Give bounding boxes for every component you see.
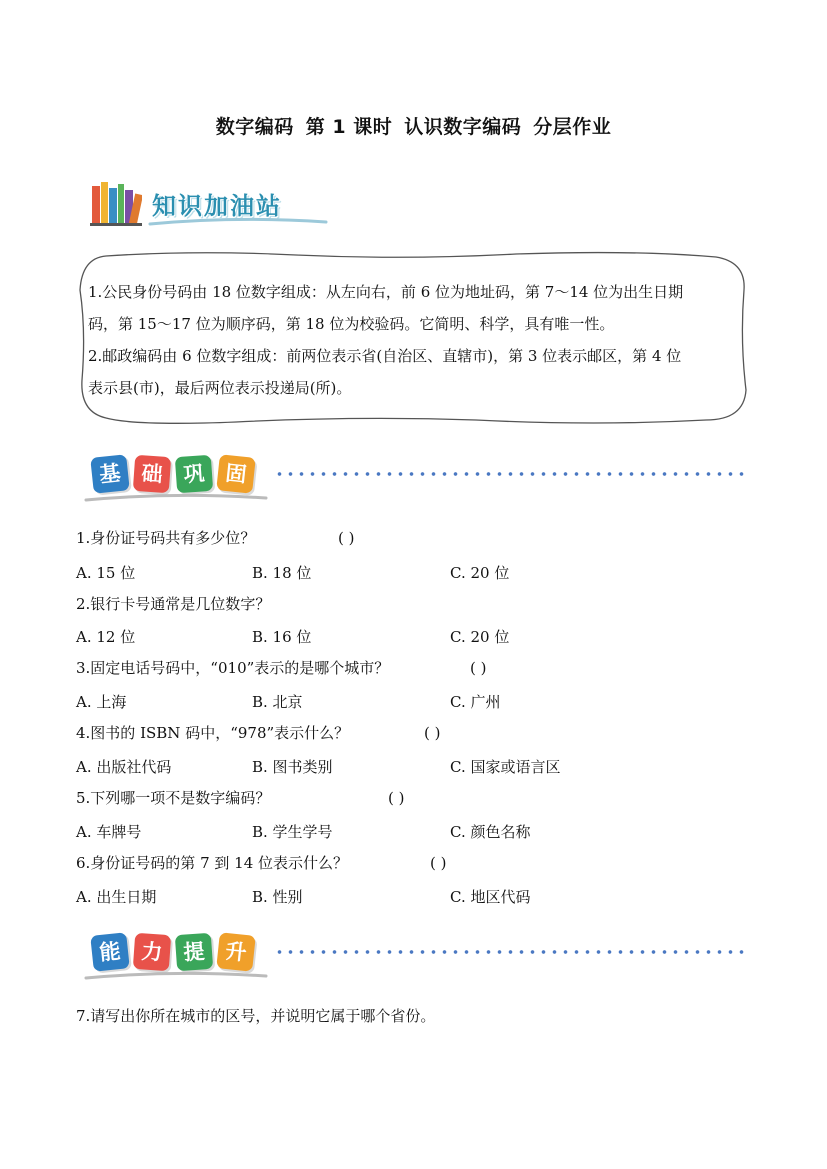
section-tile: 升 bbox=[216, 932, 256, 972]
option-a[interactable]: A. 出版社代码 bbox=[76, 758, 172, 776]
option-b[interactable]: B. 图书类别 bbox=[252, 758, 333, 776]
knowledge-line: 表示县(市)，最后两位表示投递局(所)。 bbox=[88, 379, 352, 397]
section-tile: 基 bbox=[90, 454, 130, 494]
question-4: 4.图书的 ISBN 码中，“978”表示什么？ bbox=[76, 724, 350, 742]
knowledge-content bbox=[88, 276, 738, 404]
question-7: 7.请写出你所在城市的区号，并说明它属于哪个省份。 bbox=[76, 1007, 436, 1025]
option-b[interactable]: B. 性别 bbox=[252, 888, 303, 906]
question-6: 6.身份证号码的第 7 到 14 位表示什么？ bbox=[76, 854, 349, 872]
question-3: 3.固定电话号码中，“010”表示的是哪个城市？ bbox=[76, 659, 390, 677]
knowledge-line: 1.公民身份号码由 18 位数字组成：从左向右，前 6 位为地址码，第 7～14 位为出生日期 bbox=[88, 283, 684, 301]
title-part3: 认识数字编码 bbox=[404, 116, 522, 138]
section-header-advanced bbox=[84, 930, 744, 986]
option-a[interactable]: A. 出生日期 bbox=[76, 888, 157, 906]
option-c[interactable]: C. 地区代码 bbox=[450, 888, 531, 906]
title-part1: 数字编码 bbox=[215, 116, 294, 138]
option-b[interactable]: B. 16 位 bbox=[252, 628, 312, 646]
knowledge-banner-text: 知识加油站 bbox=[152, 192, 282, 220]
question-2: 2.银行卡号通常是几位数字？ bbox=[76, 595, 271, 613]
answer-blank[interactable]: ( ) bbox=[470, 659, 487, 677]
dotted-divider bbox=[274, 472, 744, 476]
answer-blank[interactable]: ( ) bbox=[338, 529, 355, 547]
title-part2: 第 1 课时 bbox=[305, 116, 393, 138]
option-c[interactable]: C. 广州 bbox=[450, 693, 501, 711]
answer-blank[interactable]: ( ) bbox=[430, 854, 447, 872]
section-tile: 能 bbox=[90, 932, 130, 972]
dotted-divider bbox=[274, 950, 744, 954]
question-5: 5.下列哪一项不是数字编码？ bbox=[76, 789, 271, 807]
option-a[interactable]: A. 上海 bbox=[76, 693, 127, 711]
section-tile: 固 bbox=[216, 454, 256, 494]
section-tile: 础 bbox=[133, 455, 171, 493]
banner-underline bbox=[148, 216, 328, 228]
option-a[interactable]: A. 12 位 bbox=[76, 628, 136, 646]
page-title bbox=[0, 112, 827, 139]
answer-blank[interactable]: ( ) bbox=[388, 789, 405, 807]
knowledge-line: 2.邮政编码由 6 位数字组成：前两位表示省(自治区、直辖市)，第 3 位表示邮区，第 4 位 bbox=[88, 347, 682, 365]
option-c[interactable]: C. 国家或语言区 bbox=[450, 758, 561, 776]
section-tile: 巩 bbox=[175, 455, 213, 493]
books-icon bbox=[90, 180, 142, 226]
section-underline bbox=[84, 968, 269, 984]
title-part4: 分层作业 bbox=[533, 116, 612, 138]
option-c[interactable]: C. 颜色名称 bbox=[450, 823, 531, 841]
option-a[interactable]: A. 车牌号 bbox=[76, 823, 142, 841]
section-tile: 力 bbox=[133, 933, 171, 971]
section-header-basic bbox=[84, 452, 744, 508]
section-tile: 提 bbox=[175, 933, 213, 971]
option-b[interactable]: B. 学生学号 bbox=[252, 823, 333, 841]
knowledge-line: 码，第 15～17 位为顺序码，第 18 位为校验码。它简明、科学，具有唯一性。 bbox=[88, 315, 615, 333]
option-b[interactable]: B. 18 位 bbox=[252, 564, 312, 582]
option-b[interactable]: B. 北京 bbox=[252, 693, 303, 711]
answer-blank[interactable]: ( ) bbox=[424, 724, 441, 742]
question-1: 1.身份证号码共有多少位？ bbox=[76, 529, 256, 547]
option-c[interactable]: C. 20 位 bbox=[450, 564, 510, 582]
knowledge-banner bbox=[90, 180, 320, 230]
option-c[interactable]: C. 20 位 bbox=[450, 628, 510, 646]
section-underline bbox=[84, 490, 269, 506]
option-a[interactable]: A. 15 位 bbox=[76, 564, 136, 582]
